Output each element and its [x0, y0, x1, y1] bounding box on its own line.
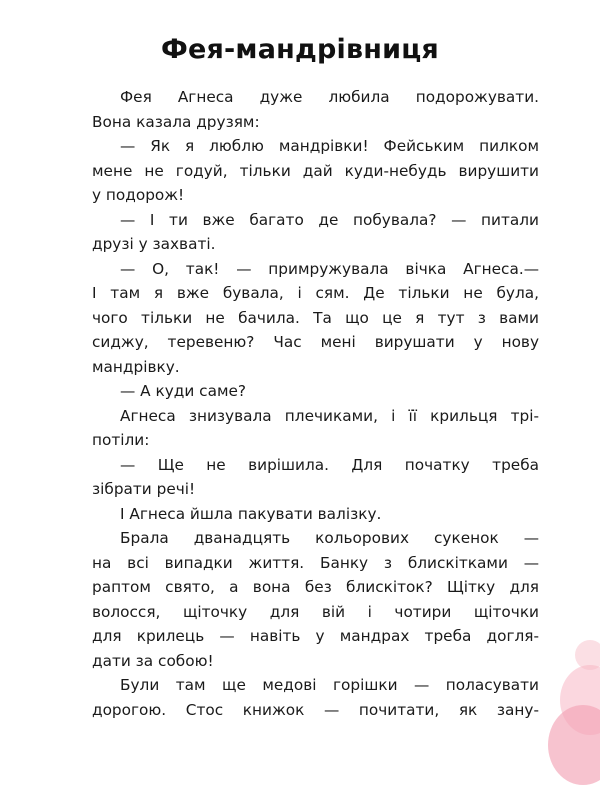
- text-line: волосся, щіточку для вій і чотири щіточки: [92, 602, 539, 621]
- text-line: Агнеса знизувала плечиками, і її крильця трі-: [120, 406, 539, 425]
- text-line: дати за собою!: [92, 651, 214, 670]
- text-line: дорогою. Стос книжок — почитати, як зану-: [92, 700, 539, 719]
- text-line: зібрати речі!: [92, 480, 196, 498]
- text-line: мандрівку.: [92, 357, 180, 376]
- story-title: Фея-мандрівниця: [161, 34, 439, 65]
- text-line: на всі випадки життя. Банку з блискітками —: [92, 553, 539, 572]
- text-line: — О, так! — примружувала вічка Агнеса.—: [120, 259, 539, 278]
- text-line: друзі у захваті.: [92, 235, 216, 253]
- text-line: І там я вже бувала, і сям. Де тільки не була,: [92, 284, 539, 302]
- text-line: Вона казала друзям:: [92, 112, 260, 131]
- text-line: — І ти вже багато де побувала? — питали: [120, 210, 539, 229]
- text-line: І Агнеса йшла пакувати валізку.: [120, 504, 382, 523]
- text-line: мене не годуй, тільки дай куди-небудь вирушити: [92, 161, 539, 180]
- text-line: у подорож!: [92, 186, 185, 204]
- story-text: [92, 85, 539, 722]
- text-line: Брала дванадцять кольорових сукенок —: [120, 529, 539, 547]
- text-line: для крилець — навіть у мандрах треба догля-: [92, 627, 539, 645]
- text-line: сиджу, теревеню? Час мені вирушати у нову: [92, 333, 539, 351]
- text-line: чого тільки не бачила. Та що це я тут з вами: [92, 308, 539, 327]
- text-line: Були там ще медові горішки — поласувати: [120, 676, 539, 694]
- decorative-blot: [575, 640, 600, 670]
- text-line: — Ще не вирішила. Для початку треба: [120, 455, 539, 474]
- text-line: раптом свято, а вона без блискіток? Щітку для: [92, 578, 539, 596]
- decorative-blot: [548, 705, 600, 785]
- text-line: — Як я люблю мандрівки! Фейським пилком: [120, 137, 539, 155]
- text-line: Фея Агнеса дуже любила подорожувати.: [120, 88, 539, 106]
- text-line: потіли:: [92, 431, 150, 449]
- text-line: — А куди саме?: [120, 382, 247, 400]
